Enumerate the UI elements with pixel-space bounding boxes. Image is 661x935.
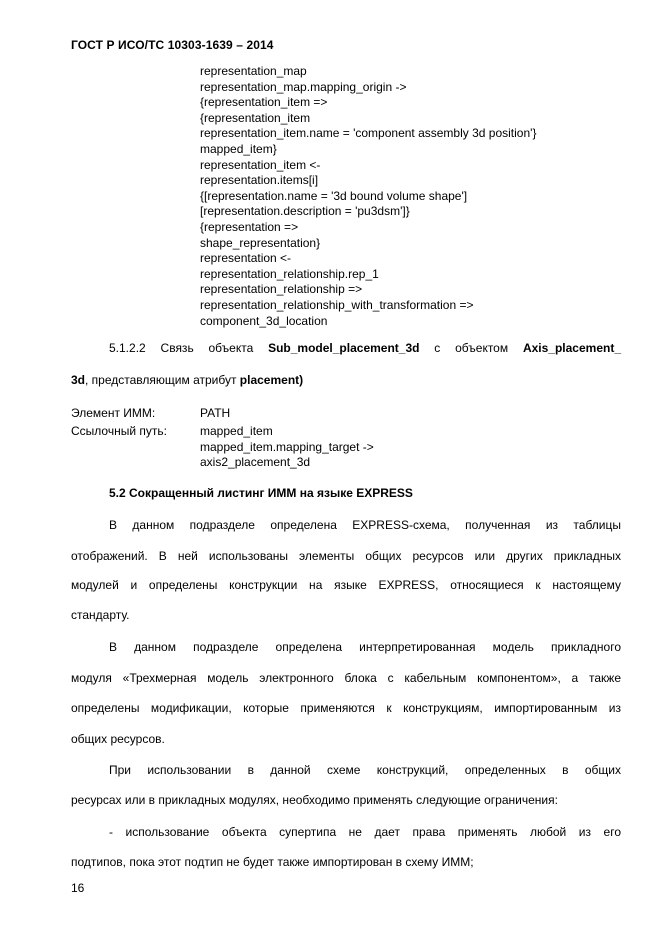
mapping-line: representation.items[i] [200, 173, 319, 188]
paragraph-line: модуля «Трехмерная модель электронного блока с кабельным компонентом», а также [71, 671, 621, 685]
mapping-line: {[representation.name = '3d bound volume shape'] [200, 188, 468, 203]
section-52-heading: 5.2 Сокращенный листинг ИММ на языке EXPRESS [109, 486, 413, 500]
section-text: , представляющим атрибут [85, 373, 237, 387]
mapping-line: representation_item.name = 'component assembly 3d position'} [200, 126, 537, 141]
mapping-line: [representation.description = 'pu3dsm']} [200, 204, 410, 219]
reference-path-label: Ссылочный путь: [71, 424, 167, 438]
paragraph-line: стандарту. [71, 608, 130, 622]
reference-path-line: axis2_placement_3d [200, 455, 311, 470]
section-5122-line2 [71, 373, 621, 387]
mapping-line: {representation_item [200, 110, 311, 125]
attribute-name: placement) [239, 373, 304, 387]
paragraph-line: В данном подразделе определена интерпретированная модель прикладного [109, 640, 621, 654]
mapping-line: representation_relationship_with_transformation => [200, 297, 474, 312]
mim-element-value: PATH [200, 406, 231, 420]
mapping-line: {representation => [200, 219, 299, 234]
paragraph-line: При использовании в данной схеме конструкций, определенных в общих [109, 763, 621, 777]
paragraph-line: определены модификации, которые применяются к конструкциям, импортированным из [71, 701, 621, 715]
paragraph-line: отображений. В ней использованы элементы общих ресурсов или других прикладных [71, 549, 621, 563]
mapping-line: mapped_item} [200, 141, 277, 156]
paragraph-line: В данном подразделе определена EXPRESS-схема, полученная из таблицы [109, 518, 621, 532]
mapping-line: representation <- [200, 251, 292, 266]
mapping-line: representation_map.mapping_origin -> [200, 79, 407, 94]
document-header: ГОСТ Р ИСО/ТС 10303-1639 – 2014 [71, 38, 274, 52]
section-text: Связь объекта [160, 341, 254, 355]
mapping-line: representation_relationship => [200, 282, 363, 297]
section-5122-line1 [71, 341, 621, 355]
mapping-line: {representation_item => [200, 95, 328, 110]
target-entity: Axis_placement_ [522, 341, 621, 355]
paragraph-line: ресурсах или в прикладных модулях, необходимо применять следующие ограничения: [71, 793, 558, 807]
paragraph-line: общих ресурсов. [71, 732, 165, 746]
paragraph-line: модулей и определены конструкции на языке EXPRESS, относящиеся к настоящему [71, 578, 621, 592]
mapping-line: representation_item <- [200, 157, 321, 172]
reference-path-line: mapped_item.mapping_target -> [200, 439, 374, 454]
section-number: 5.1.2.2 [109, 341, 146, 355]
target-entity-cont: 3d [71, 373, 86, 387]
section-text: с объектом [434, 341, 509, 355]
reference-path-lines [200, 424, 374, 471]
mapping-line: representation_relationship.rep_1 [200, 266, 379, 281]
mapping-line: component_3d_location [200, 313, 328, 328]
mapping-line: shape_representation} [200, 235, 321, 250]
reference-path-line: mapped_item [200, 424, 273, 438]
mapping-line: representation_map [200, 64, 307, 78]
page-number: 16 [71, 881, 85, 895]
list-item-cont: подтипов, пока этот подтип не будет также импортирован в схему ИММ; [71, 855, 474, 869]
entity-name: Sub_model_placement_3d [268, 341, 420, 355]
mapping-block [200, 64, 536, 329]
mim-element-label: Элемент ИММ: [71, 406, 156, 420]
list-item: - использование объекта супертипа не дает права применять любой из его [109, 825, 621, 839]
